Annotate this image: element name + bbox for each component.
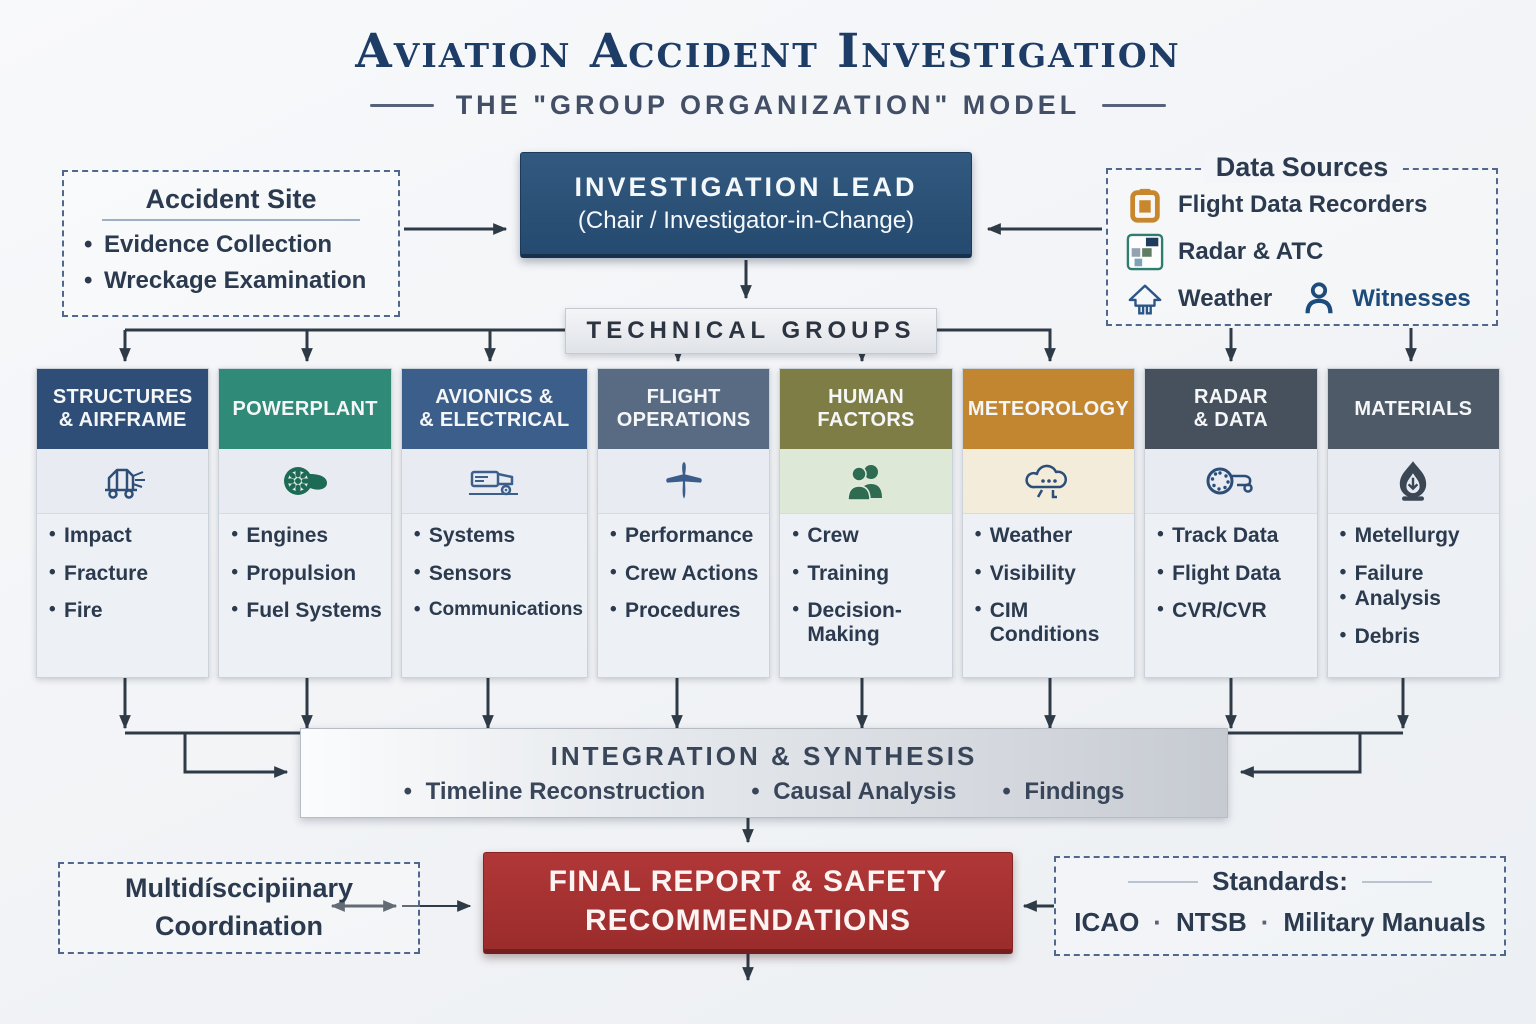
- data-source-label: Flight Data Recorders: [1178, 191, 1428, 218]
- group-header: [1328, 369, 1499, 449]
- integration-title: INTEGRATION & SYNTHESIS: [550, 740, 978, 771]
- list-item: • Evidence Collection: [80, 231, 382, 259]
- final-report-line1: FINAL REPORT & SAFETY: [548, 865, 948, 898]
- group-title-line: POWERPLANT: [232, 397, 378, 420]
- radar-screen-icon: [1126, 233, 1164, 271]
- radar-disc-icon: [1203, 460, 1259, 502]
- list-item: · NTSB: [1153, 907, 1246, 938]
- multidisciplinary-coordination-box: [58, 862, 420, 954]
- data-source-label: Weather: [1178, 285, 1273, 312]
- group-column-human-factors: [779, 368, 952, 678]
- group-header: [780, 369, 951, 449]
- technical-groups-banner: TECHNICAL GROUPS: [565, 308, 937, 354]
- group-title-line: FACTORS: [817, 409, 915, 431]
- page-title: Aviation Accident Investigation: [355, 24, 1181, 79]
- group-icon-band: [780, 449, 951, 514]
- standards-box: [1054, 856, 1506, 956]
- accident-site-list: [80, 231, 382, 295]
- subtitle-right-dash: [1102, 104, 1166, 107]
- list-item: • Propulsion: [231, 562, 386, 586]
- engine-turbine-icon: [279, 460, 331, 502]
- group-header: [219, 369, 390, 449]
- list-item: • Impact: [49, 524, 204, 548]
- investigation-lead-subtitle: (Chair / Investigator-in-Change): [577, 207, 915, 234]
- page-subtitle-row: [0, 90, 1536, 121]
- weather-cloud-icon: [1022, 459, 1074, 503]
- list-item: • Communications: [414, 599, 583, 620]
- group-item-list: [963, 520, 1134, 660]
- group-icon-band: [598, 449, 769, 514]
- coordination-line1: Multidísccipiinary: [124, 873, 354, 904]
- group-item-list: [598, 520, 769, 637]
- group-icon-band: [1328, 449, 1499, 514]
- group-icon-band: [963, 449, 1134, 514]
- standards-title: Standards:: [1212, 866, 1348, 896]
- avionics-unit-icon: [466, 460, 522, 502]
- list-item: • Causal Analysis: [751, 778, 956, 806]
- list-item: • Analysis: [1340, 587, 1495, 611]
- group-item-list: [219, 520, 390, 637]
- group-header: [402, 369, 587, 449]
- group-title-line: & ELECTRICAL: [419, 409, 570, 431]
- group-item-list: [780, 520, 951, 660]
- group-title-line: & DATA: [1193, 409, 1269, 431]
- technical-group-columns: [36, 368, 1500, 678]
- list-item: • Timeline Reconstruction: [404, 778, 706, 806]
- list-item: • Flight Data: [1157, 562, 1312, 586]
- group-column-radar-data: [1144, 368, 1317, 678]
- group-icon-band: [37, 449, 208, 514]
- list-item: • Failure: [1340, 562, 1495, 586]
- group-column-meteorology: [962, 368, 1135, 678]
- list-item: ICAO: [1074, 907, 1140, 937]
- coordination-line2: Coordination: [155, 911, 323, 941]
- list-item: • Fire: [49, 599, 204, 623]
- group-column-avionics-electrical: [401, 368, 588, 678]
- group-title-line: METEOROLOGY: [967, 397, 1130, 420]
- group-title-line: AVIONICS &: [435, 386, 554, 408]
- data-sources-box: [1106, 152, 1498, 326]
- accident-site-title: Accident Site: [102, 184, 360, 221]
- list-item: • Procedures: [610, 599, 765, 623]
- group-column-materials: [1327, 368, 1500, 678]
- group-column-powerplant: [218, 368, 391, 678]
- group-title-line: & AIRFRAME: [58, 409, 187, 431]
- group-icon-band: [402, 449, 587, 514]
- final-report-line2: RECOMMENDATIONS: [584, 904, 912, 937]
- list-item: • Fracture: [49, 562, 204, 586]
- data-source-row: [1126, 186, 1486, 224]
- standards-item-list: [1056, 907, 1504, 938]
- group-item-list: [37, 520, 208, 637]
- weather-station-icon: [1126, 280, 1164, 318]
- page-subtitle: THE "GROUP ORGANIZATION" MODEL: [455, 90, 1081, 120]
- final-report-box: [483, 852, 1013, 954]
- group-title-line: MATERIALS: [1354, 397, 1473, 420]
- standards-right-line: [1362, 881, 1432, 883]
- witness-person-icon: [1300, 280, 1338, 318]
- investigation-lead-box: [520, 152, 972, 258]
- accident-site-box: [62, 170, 400, 317]
- investigation-lead-title: INVESTIGATION LEAD: [574, 172, 918, 202]
- group-icon-band: [219, 449, 390, 514]
- group-column-structures-airframe: [36, 368, 209, 678]
- subtitle-left-dash: [370, 104, 434, 107]
- integration-synthesis-bar: [300, 728, 1228, 818]
- list-item: • Systems: [414, 524, 583, 548]
- list-item: • Findings: [1002, 778, 1124, 806]
- list-item: • Decision-Making: [792, 599, 947, 646]
- list-item: · Military Manuals: [1261, 907, 1486, 938]
- flight-data-recorder-icon: [1126, 186, 1164, 224]
- group-title-line: STRUCTURES: [52, 386, 193, 408]
- crew-people-icon: [840, 460, 892, 502]
- integration-item-list: [404, 778, 1125, 806]
- list-item: • Metellurgy: [1340, 524, 1495, 548]
- group-column-flight-operations: [597, 368, 770, 678]
- list-item: • Training: [792, 562, 947, 586]
- group-title-line: HUMAN: [828, 386, 905, 408]
- aircraft-silhouette-icon: [660, 459, 708, 503]
- data-source-row: [1126, 233, 1486, 271]
- list-item: • Fuel Systems: [231, 599, 386, 623]
- data-source-label: Radar & ATC: [1178, 238, 1324, 265]
- list-item: • Visibility: [975, 562, 1130, 586]
- group-item-list: [1145, 520, 1316, 637]
- data-sources-title: Data Sources: [1204, 152, 1401, 183]
- list-item: • Weather: [975, 524, 1130, 548]
- list-item: • CVR/CVR: [1157, 599, 1312, 623]
- list-item: • Crew: [792, 524, 947, 548]
- list-item: • Performance: [610, 524, 765, 548]
- group-item-list: [402, 520, 587, 634]
- data-source-row: [1126, 280, 1486, 318]
- list-item: • Debris: [1340, 625, 1495, 649]
- list-item: • Wreckage Examination: [80, 267, 382, 295]
- list-item: • Crew Actions: [610, 562, 765, 586]
- list-item: • Sensors: [414, 562, 583, 586]
- data-source-label: Witnesses: [1352, 285, 1471, 312]
- group-title-line: RADAR: [1194, 386, 1268, 408]
- group-header: [963, 369, 1134, 449]
- wrecked-aircraft-icon: [97, 460, 149, 502]
- list-item: • Engines: [231, 524, 386, 548]
- group-header: [1145, 369, 1316, 449]
- group-title-line: OPERATIONS: [616, 409, 751, 431]
- group-item-list: [1328, 520, 1499, 662]
- group-header: [598, 369, 769, 449]
- list-item: • Track Data: [1157, 524, 1312, 548]
- group-header: [37, 369, 208, 449]
- flame-droplet-icon: [1391, 459, 1435, 503]
- group-icon-band: [1145, 449, 1316, 514]
- list-item: • CIM Conditions: [975, 599, 1130, 646]
- standards-left-line: [1128, 881, 1198, 883]
- standards-title-row: [1056, 866, 1504, 897]
- group-title-line: FLIGHT: [646, 386, 721, 408]
